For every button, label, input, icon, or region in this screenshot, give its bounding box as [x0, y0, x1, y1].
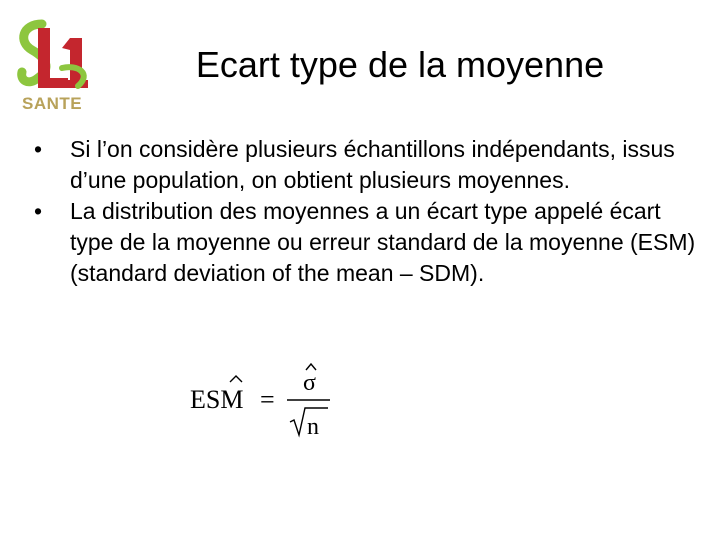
esm-formula	[190, 360, 350, 440]
l1-emblem-icon	[12, 16, 100, 106]
bullet-dot-icon: •	[33, 198, 43, 224]
logo-label: SANTE	[22, 94, 83, 113]
bullet-item	[28, 134, 698, 196]
formula-numerator: σ	[303, 370, 316, 396]
hat-icon	[230, 376, 242, 382]
bullet-dot-icon: •	[33, 136, 43, 162]
bullet-item	[28, 196, 698, 289]
formula-equals: =	[260, 385, 275, 414]
slide-title: Ecart type de la moyenne	[195, 44, 605, 85]
bullet-text: Si l’on considère plusieurs échantillons indépendants, issus d’une population, on obtient plusieurs moyennes.	[70, 136, 675, 193]
formula-lhs: ESM	[190, 385, 244, 414]
logo	[12, 16, 100, 116]
formula-denominator: n	[307, 414, 319, 440]
bullet-text: La distribution des moyennes a un écart type appelé écart type de la moyenne ou erreur standard de la moyenne (ESM) (standard deviation of the mean – SDM).	[70, 198, 696, 286]
bullet-list	[28, 134, 698, 289]
